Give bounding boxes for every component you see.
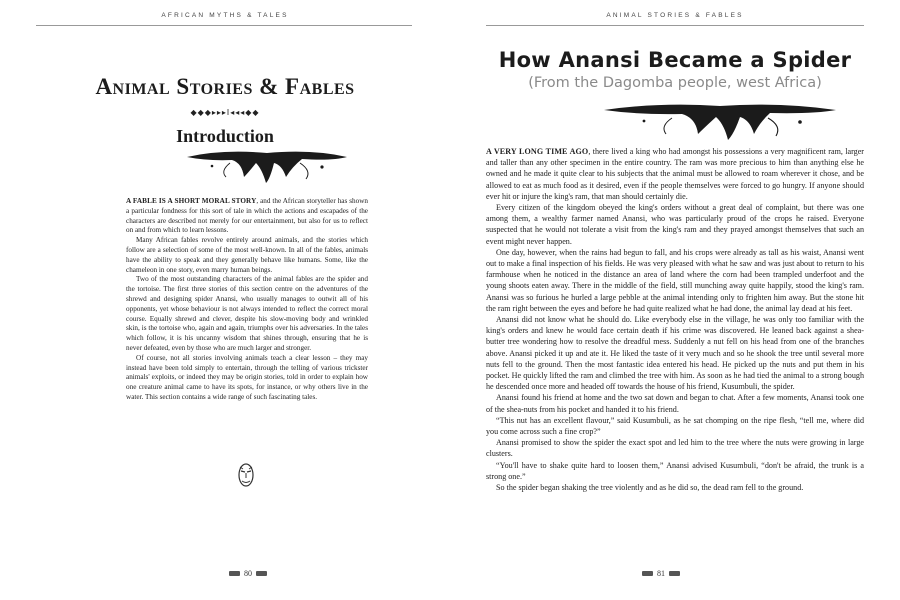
lead-in: A FABLE IS A SHORT MORAL STORY	[126, 197, 257, 205]
lead-in: A VERY LONG TIME AGO	[486, 147, 589, 156]
paragraph-text: Many African fables revolve entirely around animals, and the stories which follow are a selection of some of the most well-known. In all of the fables, animals have the ability to speak and they generally behave like humans. Some, like the chameleon in one story, even marry human beings.	[126, 236, 368, 274]
intro-title: Introduction	[176, 126, 274, 146]
intro-body	[126, 197, 368, 403]
story-subtitle: (From the Dagomba people, west Africa)	[528, 75, 822, 91]
story-paragraph	[486, 146, 864, 202]
paragraph-text: Two of the most outstanding characters of the animal fables are the spider and the tortoise. The first three stories of this section centre on the adventures of the shrewd and designing spider Anansi, who usually manages to outwit all of his opponents, yet whose behaviour is not always intended to reflect the correct moral course. Equally shrewd and clever, despite his slow-moving body and wrinkled skin, is the tortoise who, again and again, triumphs over his adversaries. In the tales which follow, it is his uncanny wisdom that shines through, ensuring that he is never defeated, even by those who are much larger and stronger.	[126, 275, 368, 352]
story-paragraph	[486, 314, 864, 392]
story-paragraph	[486, 392, 864, 414]
story-paragraph	[486, 415, 864, 437]
paragraph-text: One day, however, when the rains had begun to fall, and his crops were already as tall as his waist, Anansi went out to make a final inspection of his fields. He was very pleased with what he saw and was just about to return to his farmhouse when he noticed in the distance an area of land where the corn had been trampled underfoot and the young shoots eaten away. There in the middle of the field, still munching away quite happily, stood the king's ram. Anansi was so furious he hurled a large pebble at the animal intending only to frighten him away. But the stone hit the ram right between the eyes and before he had quite realized what he had done, the animal lay dead at his feet.	[486, 247, 864, 313]
story-paragraph	[486, 437, 864, 459]
folio-mark-icon	[256, 571, 267, 576]
paragraph-text: “You'll have to shake quite hard to loosen them,” Anansi advised Kusumbuli, “don't be afraid, the trunk is a strong one.”	[486, 460, 864, 481]
left-running-head: AFRICAN MYTHS & TALES	[161, 12, 289, 19]
story-paragraph	[486, 460, 864, 482]
story-body	[486, 146, 864, 493]
intro-paragraph	[126, 197, 368, 236]
left-folio	[229, 569, 267, 578]
page-number: 80	[244, 569, 252, 578]
paragraph-text: Anansi did not know what he should do. Like everybody else in the village, he was only too familiar with the king's orders and knew he would face certain death if his crime was discovered. He leaned back against a shea-butter tree wondering how to resolve the dreadful mess. Suddenly a nut fell on his head from one of the branches above. Anansi picked it up and ate it. He liked the taste of it very much and so he shook the tree until several more nuts fell to the ground. Then the most fantastic idea entered his head. He picked up the nuts and put them in his pocket. He quickly lifted the ram and climbed the tree with him. As soon as he had tied the animal to a strong bough he descended once more and headed off towards the house of his friend, Kusumbuli, the spider.	[486, 315, 864, 392]
tribal-mask-icon	[237, 462, 255, 488]
ornament-divider: ◆◆◆▸▸▸ǁ◂◂◂◆◆	[190, 108, 260, 117]
right-running-head: ANIMAL STORIES & FABLES	[606, 12, 744, 19]
folio-mark-icon	[669, 571, 680, 576]
section-title: Animal Stories & Fables	[95, 74, 355, 99]
right-head-rule	[486, 25, 864, 26]
paragraph-text: Anansi found his friend at home and the two sat down and began to chat. After a few moments, Anansi took one of the shea-nuts from his pocket and handed it to his friend.	[486, 393, 864, 414]
story-title: How Anansi Became a Spider	[498, 48, 852, 72]
story-paragraph	[486, 202, 864, 247]
intro-paragraph	[126, 236, 368, 275]
folio-mark-icon	[229, 571, 240, 576]
page-number: 81	[657, 569, 665, 578]
paragraph-text: So the spider began shaking the tree violently and as he did so, the dead ram fell to the ground.	[496, 483, 804, 493]
paragraph-text: , there lived a king who had amongst his possessions a very magnificent ram, larger and taller than any other specimen in the entire country. The ram was more precious to him than anything else he owned and he made it quite clear to his subjects that the animal must be allowed to roam wherever it chose, and be allowed to eat as much food as it desired, even if the people themselves were forced to go hungry. If anyone should ever hit or injure the king's ram, that man should certainly die.	[486, 147, 864, 201]
paragraph-text: Of course, not all stories involving animals teach a clear lesson – they may instead have been told simply to entertain, through the telling of various trickster animals' exploits, or indeed they may be origin stories, told in order to explain how one creature animal came to have its spots, for instance, or why others live in the water. This section contains a wide range of such fascinating tales.	[126, 353, 368, 401]
paragraph-text: “This nut has an excellent flavour,” said Kusumbuli, as he sat chomping on the ripe flesh, “tell me, where did you come across such a fine crop?”	[486, 415, 864, 437]
right-folio	[642, 569, 680, 578]
paragraph-text: Anansi promised to show the spider the exact spot and led him to the tree where the nuts were growing in large clusters.	[486, 438, 864, 459]
intro-paragraph	[126, 275, 368, 353]
left-head-rule	[36, 25, 412, 26]
ink-splash-icon	[182, 147, 352, 185]
ink-splash-icon	[600, 100, 840, 142]
intro-paragraph	[126, 354, 368, 403]
paragraph-text: Every citizen of the kingdom obeyed the king's orders without a great deal of complaint, but there was one among them, a wealthy farmer named Anansi, who was particularly proud of the crops he raised. Everyone suspected that he would not tolerate a visit from the king's ram and they prayed amongst themselves that such an event might never happen.	[486, 203, 864, 246]
paragraph-text: , and the African storyteller has shown a particular fondness for this sort of tale in which the actions and escapades of the characters are described not merely for our entertainment, but also for us to reflect on and from which to learn lessons.	[126, 197, 368, 235]
right-page	[450, 0, 900, 600]
folio-mark-icon	[642, 571, 653, 576]
story-paragraph	[486, 482, 864, 493]
story-paragraph	[486, 247, 864, 314]
